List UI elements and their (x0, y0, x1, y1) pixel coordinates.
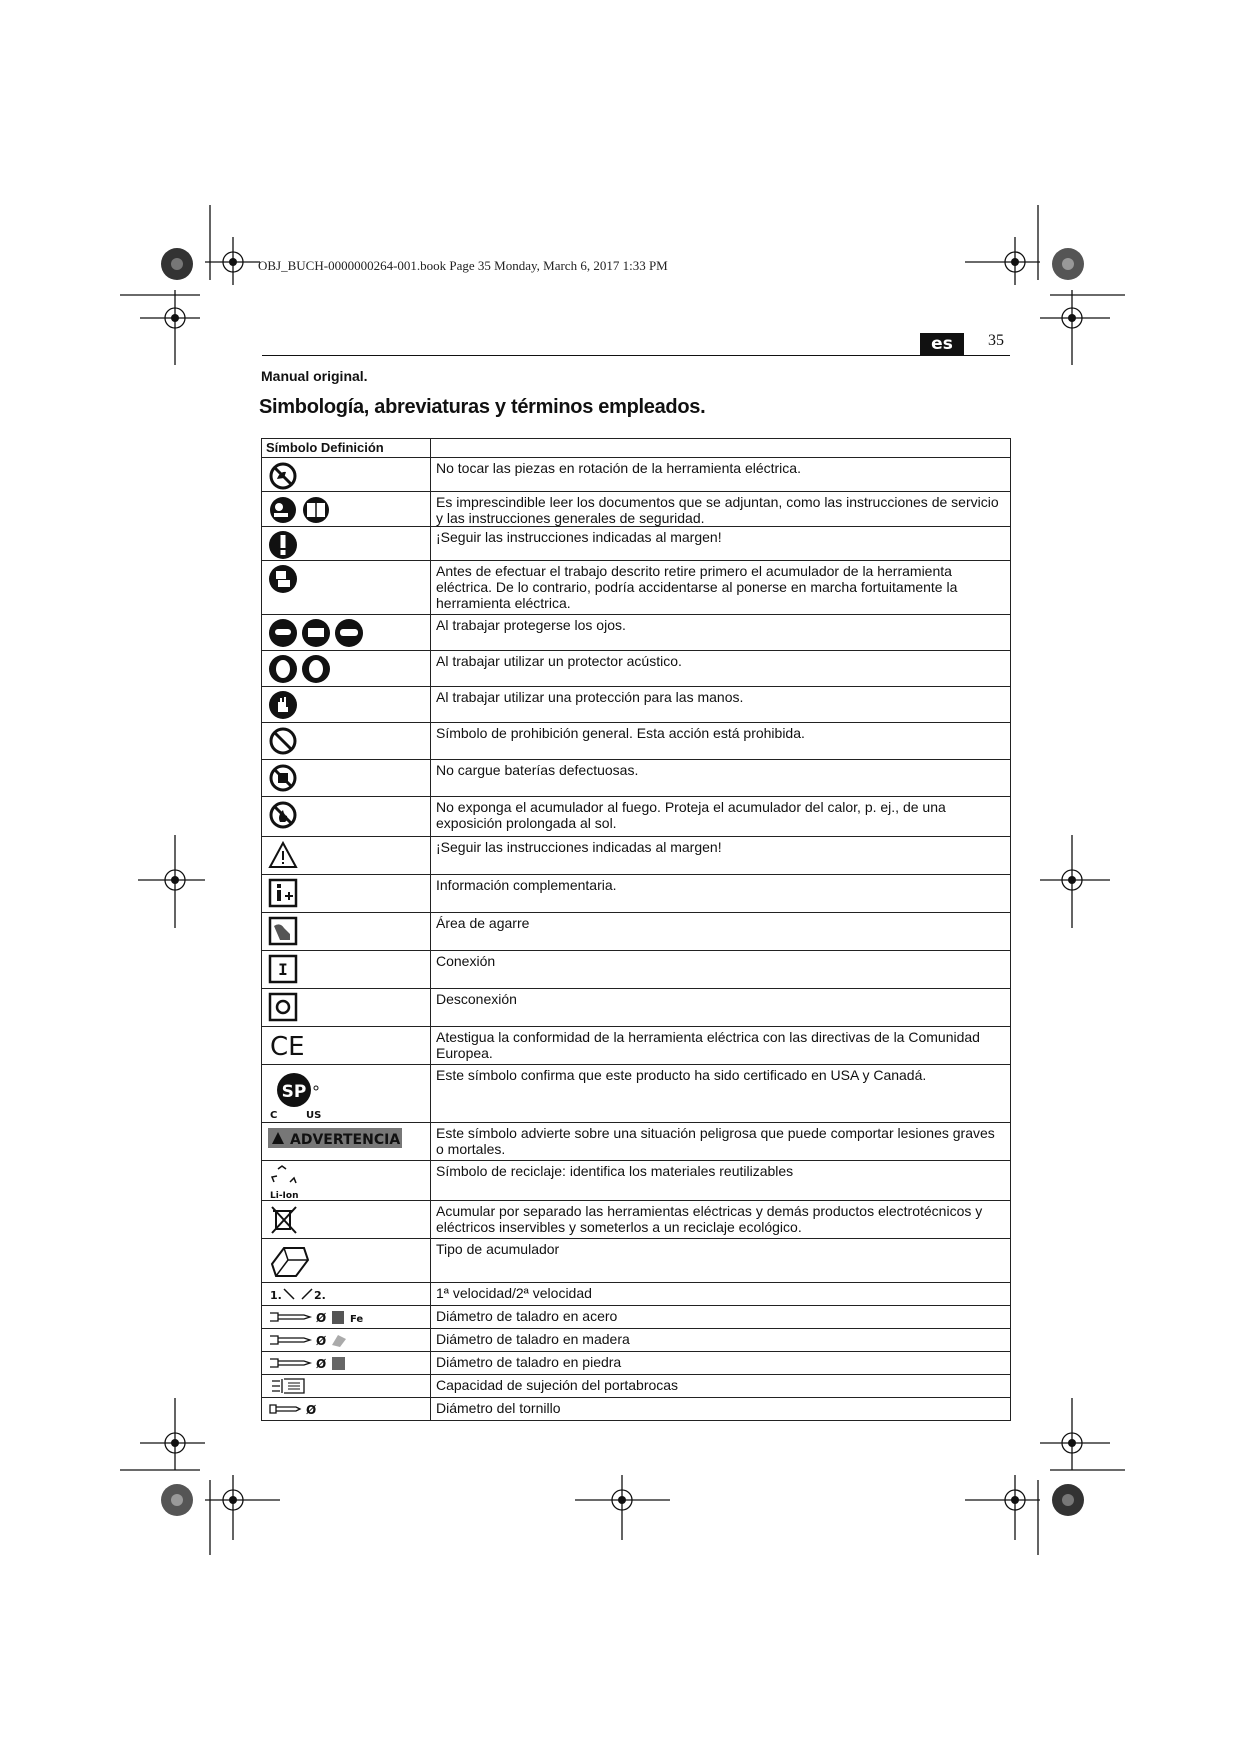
manual-label: Manual original. (261, 368, 368, 384)
header-rule (262, 355, 1010, 356)
definition-text: Este símbolo confirma que este producto ha sido certificado en USA y Canadá. (431, 1065, 1011, 1123)
svg-text:US: US (306, 1110, 322, 1120)
table-row (262, 1329, 1011, 1352)
svg-text:I: I (278, 960, 288, 979)
definition-text: Desconexión (431, 989, 1011, 1027)
advertencia-label-icon (268, 1126, 404, 1150)
definition-text: Al trabajar utilizar un protector acústico. (431, 651, 1011, 687)
definition-text: Atestigua la conformidad de la herramienta eléctrica con las directivas de la Comunidad Europea. (431, 1027, 1011, 1065)
battery-pack-icon (268, 1242, 312, 1280)
table-row (262, 797, 1011, 837)
no-fire-battery-icon (268, 800, 298, 830)
table-row (262, 687, 1011, 723)
svg-text:Li-Ion: Li-Ion (270, 1191, 299, 1200)
table-row (262, 458, 1011, 492)
table-row (262, 1123, 1011, 1161)
weee-bin-icon (268, 1204, 300, 1236)
read-manual-icon (268, 495, 338, 525)
definition-text: Diámetro de taladro en acero (431, 1306, 1011, 1329)
table-row (262, 561, 1011, 615)
drill-wood-icon (268, 1331, 378, 1349)
svg-text:ADVERTENCIA: ADVERTENCIA (290, 1132, 401, 1148)
table-row (262, 651, 1011, 687)
svg-text:Ø: Ø (316, 1357, 327, 1371)
table-row (262, 492, 1011, 527)
table-row (262, 1375, 1011, 1398)
definition-text: 1ª velocidad/2ª velocidad (431, 1283, 1011, 1306)
definition-text: Símbolo de reciclaje: identifica los materiales reutilizables (431, 1161, 1011, 1201)
table-row (262, 1239, 1011, 1283)
table-row (262, 875, 1011, 913)
table-row (262, 1065, 1011, 1123)
no-touch-rotating-icon (268, 461, 298, 491)
svg-text:Ø: Ø (316, 1311, 327, 1325)
switch-off-icon (268, 992, 298, 1022)
definition-text: Este símbolo advierte sobre una situación peligrosa que puede comportar lesiones graves o mortales. (431, 1123, 1011, 1161)
definition-text: Es imprescindible leer los documentos que se adjuntan, como las instrucciones de servicio y las instrucciones generales de seguridad. (431, 492, 1011, 527)
definition-text: ¡Seguir las instrucciones indicadas al margen! (431, 527, 1011, 561)
definition-text: Al trabajar utilizar una protección para las manos. (431, 687, 1011, 723)
book-info-line: OBJ_BUCH-0000000264-001.book Page 35 Monday, March 6, 2017 1:33 PM (258, 258, 668, 273)
table-row (262, 1027, 1011, 1065)
table-row (262, 1306, 1011, 1329)
csa-mark-icon (268, 1068, 338, 1120)
eye-protection-icon (268, 618, 368, 648)
definition-text: Diámetro del tornillo (431, 1398, 1011, 1421)
definition-text: Tipo de acumulador (431, 1239, 1011, 1283)
table-row (262, 527, 1011, 561)
hand-protection-icon (268, 690, 298, 720)
definition-text: Acumular por separado las herramientas eléctricas y demás productos electrotécnicos y eléctricos inservibles y someterlos a un reciclaje ecológico. (431, 1201, 1011, 1239)
svg-text:CE: CE (270, 1032, 305, 1060)
svg-text:Fe: Fe (350, 1314, 364, 1325)
prohibition-icon (268, 726, 298, 756)
table-row (262, 913, 1011, 951)
table-header: Símbolo Definición (266, 440, 384, 455)
definition-text: No cargue baterías defectuosas. (431, 760, 1011, 797)
svg-text:2.: 2. (314, 1289, 326, 1302)
remove-battery-icon (268, 564, 298, 594)
page-number: 35 (988, 332, 1004, 349)
ear-protection-icon (268, 654, 338, 684)
definition-text: Símbolo de prohibición general. Esta acción está prohibida. (431, 723, 1011, 760)
definition-text: Antes de efectuar el trabajo descrito retire primero el acumulador de la herramienta eléctrica. De lo contrario, podría accidentarse al ponerse en marcha fortuitamente la herramienta eléctrica. (431, 561, 1011, 615)
table-header-empty (431, 439, 1011, 458)
svg-text:Ø: Ø (306, 1403, 317, 1417)
table-header-cell (262, 439, 431, 458)
drill-stone-icon (268, 1354, 378, 1372)
warning-triangle-icon (268, 840, 298, 870)
definition-text: Diámetro de taladro en madera (431, 1329, 1011, 1352)
ce-mark-icon (268, 1030, 308, 1060)
definition-text: No tocar las piezas en rotación de la herramienta eléctrica. (431, 458, 1011, 492)
chuck-capacity-icon (268, 1377, 318, 1395)
table-row (262, 1398, 1011, 1421)
table-row (262, 837, 1011, 875)
table-row (262, 615, 1011, 651)
page-title: Simbología, abreviaturas y términos empleados. (259, 396, 706, 418)
table-row (262, 989, 1011, 1027)
table-row (262, 1201, 1011, 1239)
table-header-row (262, 439, 1011, 458)
grip-area-icon (268, 916, 298, 946)
info-icon (268, 878, 298, 908)
table-row (262, 723, 1011, 760)
table-row (262, 951, 1011, 989)
mandatory-exclamation-icon (268, 530, 298, 560)
definition-text: Al trabajar protegerse los ojos. (431, 615, 1011, 651)
screw-diameter-icon (268, 1400, 328, 1418)
definition-text: Capacidad de sujeción del portabrocas (431, 1375, 1011, 1398)
svg-text:1.: 1. (270, 1289, 282, 1302)
recycle-li-ion-icon (268, 1164, 304, 1200)
definition-text: ¡Seguir las instrucciones indicadas al margen! (431, 837, 1011, 875)
no-charge-defective-battery-icon (268, 763, 298, 793)
table-row (262, 760, 1011, 797)
definition-text: Diámetro de taladro en piedra (431, 1352, 1011, 1375)
symbol-table (261, 438, 1011, 1421)
table-row (262, 1161, 1011, 1201)
switch-on-icon (268, 954, 298, 984)
speed-gear-icon (268, 1285, 338, 1303)
table-row (262, 1352, 1011, 1375)
definition-text: No exponga el acumulador al fuego. Proteja el acumulador del calor, p. ej., de una exposición prolongada al sol. (431, 797, 1011, 837)
definition-text: Conexión (431, 951, 1011, 989)
table-row (262, 1283, 1011, 1306)
definition-text: Información complementaria. (431, 875, 1011, 913)
drill-steel-icon (268, 1308, 378, 1326)
language-badge: es (920, 333, 964, 355)
svg-text:SP: SP (281, 1082, 307, 1102)
svg-text:Ø: Ø (316, 1334, 327, 1348)
svg-text:C: C (270, 1110, 278, 1120)
definition-text: Área de agarre (431, 913, 1011, 951)
